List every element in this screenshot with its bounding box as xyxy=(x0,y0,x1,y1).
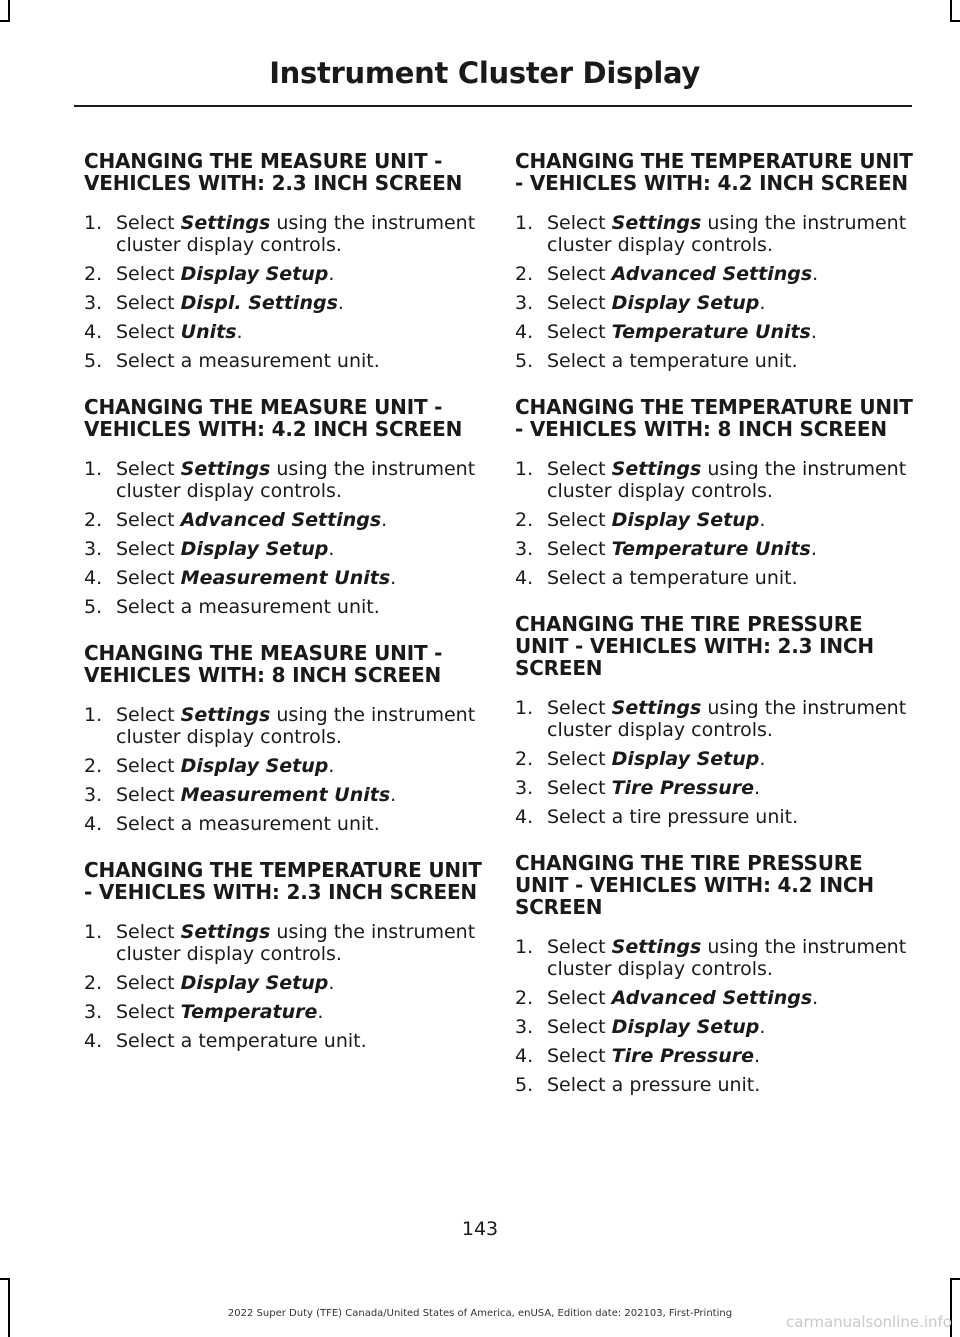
step-text-plain: Select xyxy=(547,1016,612,1038)
step-number: 1. xyxy=(515,697,534,719)
step-number: 3. xyxy=(515,777,534,799)
right-column xyxy=(515,150,915,1120)
step-number: 4. xyxy=(515,567,534,589)
step-text-suffix: . xyxy=(759,292,766,314)
step-text-plain: Select a temperature unit. xyxy=(116,1030,367,1052)
step-text-plain: Select xyxy=(547,321,612,343)
step-text-suffix: . xyxy=(812,263,819,285)
step-text-suffix: . xyxy=(810,538,817,560)
crop-mark-top-left-vertical xyxy=(8,0,10,20)
step-item xyxy=(515,509,915,531)
step-text xyxy=(116,1001,484,1023)
step-text xyxy=(116,972,484,994)
step-text-plain: Select xyxy=(547,987,612,1009)
step-number: 2. xyxy=(84,263,103,285)
step-item xyxy=(515,806,915,828)
section-heading: CHANGING THE TIRE PRESSURE UNIT - VEHICLES WITH: 2.3 INCH SCREEN xyxy=(515,612,874,680)
step-item xyxy=(515,292,915,314)
page-title: Instrument Cluster Display xyxy=(269,56,700,90)
step-text-plain: Select xyxy=(547,458,612,480)
step-text-plain: Select xyxy=(116,921,181,943)
menu-option-label: Display Setup xyxy=(611,1016,760,1038)
menu-option-label: Measurement Units xyxy=(180,567,391,589)
step-text xyxy=(547,321,915,343)
step-text xyxy=(547,1045,915,1067)
step-text-suffix: using the instrument cluster display controls. xyxy=(547,212,907,256)
menu-option-label: Settings xyxy=(180,921,271,943)
step-item xyxy=(84,972,484,994)
step-number: 1. xyxy=(515,458,534,480)
step-text-plain: Select xyxy=(547,263,612,285)
menu-option-label: Tire Pressure xyxy=(611,777,754,799)
step-text xyxy=(547,567,915,589)
step-text xyxy=(116,704,484,748)
menu-option-label: Settings xyxy=(180,704,271,726)
step-item xyxy=(515,936,915,980)
step-text xyxy=(116,458,484,502)
step-text xyxy=(116,538,484,560)
step-number: 2. xyxy=(515,263,534,285)
step-text-suffix: . xyxy=(337,292,344,314)
step-item xyxy=(84,292,484,314)
step-text-plain: Select xyxy=(547,1045,612,1067)
step-item xyxy=(84,458,484,502)
step-text xyxy=(547,509,915,531)
step-text-plain: Select xyxy=(116,321,181,343)
step-text-plain: Select xyxy=(116,509,181,531)
step-text xyxy=(116,263,484,285)
step-number: 3. xyxy=(84,784,103,806)
menu-option-label: Measurement Units xyxy=(180,784,391,806)
step-item xyxy=(515,697,915,741)
step-text-suffix: . xyxy=(812,987,819,1009)
step-text-plain: Select a measurement unit. xyxy=(116,596,380,618)
menu-option-label: Settings xyxy=(180,212,271,234)
menu-option-label: Advanced Settings xyxy=(611,263,813,285)
menu-option-label: Display Setup xyxy=(180,755,329,777)
page-number: 143 xyxy=(461,1218,499,1240)
step-item xyxy=(515,212,915,256)
menu-option-label: Displ. Settings xyxy=(180,292,338,314)
watermark: carmanualsonline.info xyxy=(786,1313,952,1331)
instruction-section xyxy=(515,396,915,589)
step-item xyxy=(515,321,915,343)
step-item xyxy=(515,538,915,560)
step-number: 3. xyxy=(84,292,103,314)
step-number: 4. xyxy=(515,321,534,343)
step-number: 2. xyxy=(515,748,534,770)
step-text xyxy=(116,596,484,618)
crop-mark-bottom-right-horizontal xyxy=(950,1278,960,1280)
step-item xyxy=(84,784,484,806)
step-item xyxy=(515,1074,915,1096)
step-text xyxy=(547,987,915,1009)
step-text xyxy=(116,1030,484,1052)
step-text xyxy=(547,748,915,770)
step-text-plain: Select xyxy=(116,458,181,480)
step-text-suffix: . xyxy=(317,1001,324,1023)
step-text xyxy=(116,350,484,372)
step-number: 4. xyxy=(84,1030,103,1052)
step-number: 3. xyxy=(84,538,103,560)
step-item xyxy=(84,813,484,835)
step-text-plain: Select a measurement unit. xyxy=(116,813,380,835)
step-item xyxy=(515,567,915,589)
menu-option-label: Temperature Units xyxy=(611,538,811,560)
step-text-plain: Select xyxy=(116,263,181,285)
menu-option-label: Temperature xyxy=(180,1001,318,1023)
section-heading: CHANGING THE TEMPERATURE UNIT - VEHICLES WITH: 4.2 INCH SCREEN xyxy=(515,149,913,195)
step-item xyxy=(515,748,915,770)
step-item xyxy=(84,212,484,256)
section-heading: CHANGING THE MEASURE UNIT - VEHICLES WITH: 2.3 INCH SCREEN xyxy=(84,149,463,195)
step-number: 1. xyxy=(515,936,534,958)
step-text-plain: Select xyxy=(547,777,612,799)
instruction-section xyxy=(84,642,484,835)
section-heading: CHANGING THE TIRE PRESSURE UNIT - VEHICLES WITH: 4.2 INCH SCREEN xyxy=(515,851,874,919)
step-text xyxy=(116,212,484,256)
step-item xyxy=(515,458,915,502)
menu-option-label: Display Setup xyxy=(180,538,329,560)
step-number: 4. xyxy=(84,813,103,835)
step-text-suffix: . xyxy=(328,263,335,285)
step-item xyxy=(84,538,484,560)
crop-mark-top-left-horizontal xyxy=(0,20,10,22)
step-text xyxy=(547,263,915,285)
step-item xyxy=(84,263,484,285)
instruction-section xyxy=(84,396,484,618)
step-number: 5. xyxy=(515,1074,534,1096)
menu-option-label: Settings xyxy=(611,697,702,719)
step-text xyxy=(547,212,915,256)
step-item xyxy=(84,755,484,777)
step-number: 4. xyxy=(84,567,103,589)
menu-option-label: Display Setup xyxy=(611,748,760,770)
step-text-plain: Select a tire pressure unit. xyxy=(547,806,799,828)
step-number: 5. xyxy=(84,596,103,618)
step-item xyxy=(515,1016,915,1038)
step-text-suffix: . xyxy=(754,1045,761,1067)
step-number: 5. xyxy=(515,350,534,372)
step-number: 4. xyxy=(515,1045,534,1067)
step-text-plain: Select xyxy=(547,936,612,958)
step-text-suffix: . xyxy=(759,1016,766,1038)
step-text-plain: Select xyxy=(116,1001,181,1023)
menu-option-label: Display Setup xyxy=(611,509,760,531)
menu-option-label: Display Setup xyxy=(611,292,760,314)
menu-option-label: Tire Pressure xyxy=(611,1045,754,1067)
instruction-section xyxy=(515,150,915,372)
step-number: 3. xyxy=(515,292,534,314)
step-item xyxy=(515,1045,915,1067)
step-text xyxy=(116,292,484,314)
step-item xyxy=(84,1001,484,1023)
section-heading: CHANGING THE TEMPERATURE UNIT - VEHICLES WITH: 8 INCH SCREEN xyxy=(515,395,913,441)
step-text-suffix: using the instrument cluster display controls. xyxy=(547,458,907,502)
menu-option-label: Settings xyxy=(611,458,702,480)
step-text xyxy=(547,1074,915,1096)
step-text-plain: Select a measurement unit. xyxy=(116,350,380,372)
step-number: 1. xyxy=(515,212,534,234)
menu-option-label: Advanced Settings xyxy=(180,509,382,531)
step-text-suffix: . xyxy=(390,567,397,589)
step-number: 1. xyxy=(84,704,103,726)
step-text-plain: Select xyxy=(547,748,612,770)
step-item xyxy=(84,1030,484,1052)
step-text-plain: Select xyxy=(547,509,612,531)
step-text xyxy=(116,755,484,777)
step-text-suffix: . xyxy=(390,784,397,806)
step-text-plain: Select xyxy=(116,538,181,560)
menu-option-label: Settings xyxy=(180,458,271,480)
step-text-suffix: . xyxy=(328,972,335,994)
section-heading: CHANGING THE MEASURE UNIT - VEHICLES WITH: 8 INCH SCREEN xyxy=(84,641,443,687)
step-text-suffix: . xyxy=(810,321,817,343)
step-item xyxy=(84,704,484,748)
step-number: 2. xyxy=(84,755,103,777)
step-text-suffix: using the instrument cluster display controls. xyxy=(116,458,476,502)
step-text xyxy=(547,936,915,980)
step-text-plain: Select a pressure unit. xyxy=(547,1074,761,1096)
step-text-suffix: . xyxy=(754,777,761,799)
step-number: 3. xyxy=(515,538,534,560)
step-text-suffix: using the instrument cluster display controls. xyxy=(547,697,907,741)
menu-option-label: Settings xyxy=(611,212,702,234)
menu-option-label: Display Setup xyxy=(180,263,329,285)
step-text-plain: Select a temperature unit. xyxy=(547,567,798,589)
section-heading: CHANGING THE MEASURE UNIT - VEHICLES WITH: 4.2 INCH SCREEN xyxy=(84,395,463,441)
step-text xyxy=(116,509,484,531)
step-text-suffix: using the instrument cluster display controls. xyxy=(547,936,907,980)
left-column xyxy=(84,150,484,1076)
step-text-plain: Select xyxy=(547,538,612,560)
crop-mark-bottom-left-horizontal xyxy=(0,1278,10,1280)
step-item xyxy=(515,987,915,1009)
step-number: 3. xyxy=(515,1016,534,1038)
step-number: 1. xyxy=(84,212,103,234)
step-text-suffix: . xyxy=(381,509,388,531)
step-text-suffix: using the instrument cluster display controls. xyxy=(116,921,476,965)
step-number: 5. xyxy=(84,350,103,372)
menu-option-label: Settings xyxy=(611,936,702,958)
step-text-suffix: . xyxy=(759,748,766,770)
step-text-plain: Select xyxy=(116,784,181,806)
step-text-plain: Select xyxy=(116,972,181,994)
step-text-plain: Select xyxy=(547,292,612,314)
step-item xyxy=(84,567,484,589)
step-text-plain: Select xyxy=(116,755,181,777)
step-item xyxy=(84,596,484,618)
step-item xyxy=(515,263,915,285)
step-item xyxy=(84,921,484,965)
step-text xyxy=(547,777,915,799)
step-text-suffix: using the instrument cluster display controls. xyxy=(116,704,476,748)
step-text xyxy=(547,697,915,741)
step-text-suffix: . xyxy=(236,321,243,343)
edition-footer: 2022 Super Duty (TFE) Canada/United States of America, enUSA, Edition date: 202103, First-Printing xyxy=(227,1308,733,1319)
step-text xyxy=(116,567,484,589)
step-number: 2. xyxy=(84,972,103,994)
step-text xyxy=(116,921,484,965)
menu-option-label: Temperature Units xyxy=(611,321,811,343)
step-number: 3. xyxy=(84,1001,103,1023)
step-text xyxy=(116,813,484,835)
step-text xyxy=(547,1016,915,1038)
step-item xyxy=(515,350,915,372)
step-number: 1. xyxy=(84,458,103,480)
step-text-plain: Select xyxy=(116,292,181,314)
step-text-suffix: using the instrument cluster display controls. xyxy=(116,212,476,256)
step-item xyxy=(84,350,484,372)
step-number: 4. xyxy=(84,321,103,343)
step-text-plain: Select xyxy=(547,697,612,719)
menu-option-label: Advanced Settings xyxy=(611,987,813,1009)
section-heading: CHANGING THE TEMPERATURE UNIT - VEHICLES WITH: 2.3 INCH SCREEN xyxy=(84,858,482,904)
instruction-section xyxy=(84,150,484,372)
instruction-section xyxy=(84,859,484,1052)
step-item xyxy=(84,509,484,531)
step-number: 4. xyxy=(515,806,534,828)
instruction-section xyxy=(515,852,915,1096)
step-text-plain: Select xyxy=(116,567,181,589)
step-text-suffix: . xyxy=(328,755,335,777)
step-text xyxy=(547,292,915,314)
menu-option-label: Units xyxy=(180,321,237,343)
step-text xyxy=(547,458,915,502)
step-text-suffix: . xyxy=(759,509,766,531)
step-text xyxy=(547,538,915,560)
step-text-plain: Select xyxy=(116,704,181,726)
step-text-plain: Select a temperature unit. xyxy=(547,350,798,372)
step-text xyxy=(116,784,484,806)
step-text xyxy=(547,350,915,372)
header-divider xyxy=(74,105,912,107)
step-text-plain: Select xyxy=(547,212,612,234)
step-text-suffix: . xyxy=(328,538,335,560)
step-text-plain: Select xyxy=(116,212,181,234)
step-number: 2. xyxy=(515,987,534,1009)
crop-mark-top-right-horizontal xyxy=(950,20,960,22)
step-text xyxy=(547,806,915,828)
menu-option-label: Display Setup xyxy=(180,972,329,994)
step-number: 2. xyxy=(515,509,534,531)
step-item xyxy=(515,777,915,799)
crop-mark-top-right-vertical xyxy=(950,0,952,20)
step-number: 2. xyxy=(84,509,103,531)
step-text xyxy=(116,321,484,343)
step-item xyxy=(84,321,484,343)
step-number: 1. xyxy=(84,921,103,943)
instruction-section xyxy=(515,613,915,828)
